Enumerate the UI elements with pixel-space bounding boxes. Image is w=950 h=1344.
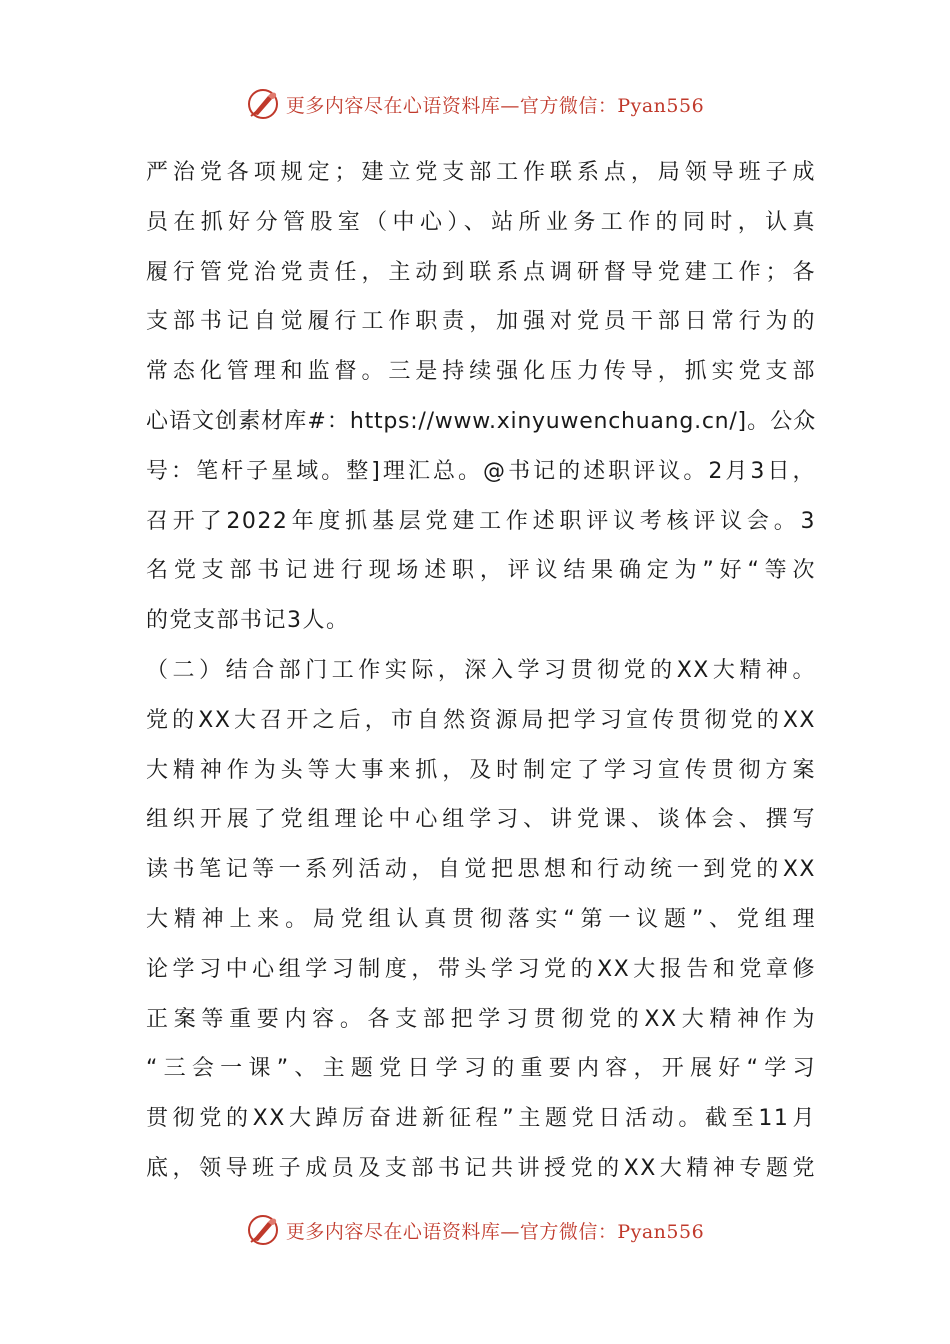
document-line: 名党支部书记进行现场述职，评议结果确定为”好“等次: [146, 558, 816, 584]
document-line: 正案等重要内容。各支部把学习贯彻党的XX大精神作为: [146, 1006, 816, 1032]
document-line: 号：笔杆子星域。整]理汇总。@书记的述职评议。2月3日，: [146, 458, 816, 484]
document-line: 论学习中心组学习制度，带头学习党的XX大报告和党章修: [146, 956, 816, 982]
document-line: 党的XX大召开之后，市自然资源局把学习宣传贯彻党的XX: [146, 707, 816, 733]
document-line: “三会一课”、主题党日学习的重要内容，开展好“学习: [146, 1056, 816, 1082]
document-line: 支部书记自觉履行工作职责，加强对党员干部日常行为的: [146, 309, 816, 335]
footer-banner-text: 更多内容尽在心语资料库—官方微信：Pyan556: [285, 1220, 705, 1243]
header-banner-text: 更多内容尽在心语资料库—官方微信：Pyan556: [285, 94, 705, 117]
section-heading-line: （二）结合部门工作实际，深入学习贯彻党的XX大精神。: [146, 657, 816, 683]
document-line: 底，领导班子成员及支部书记共讲授党的XX大精神专题党: [146, 1155, 816, 1181]
document-line: 大精神上来。局党组认真贯彻落实“第一议题”、党组理: [146, 906, 816, 932]
document-line: 的党支部书记3人。: [146, 608, 350, 634]
quill-pen-logo-icon: [246, 1213, 280, 1247]
document-line: 履行管党治党责任，主动到联系点调研督导党建工作；各: [146, 259, 816, 285]
document-line: 大精神作为头等大事来抓，及时制定了学习宣传贯彻方案: [146, 757, 816, 783]
document-line: 贯彻党的XX大踔厉奋进新征程”主题党日活动。截至11月: [146, 1106, 816, 1132]
document-line: 员在抓好分管股室（中心）、站所业务工作的同时，认真: [146, 209, 816, 235]
document-line: 组织开展了党组理论中心组学习、讲党课、谈体会、撰写: [146, 807, 816, 833]
quill-pen-logo-icon: [246, 87, 280, 121]
footer-banner: [0, 1210, 950, 1250]
document-line-link: 心语文创素材库#：https://www.xinyuwenchuang.cn/]。公众: [146, 408, 816, 434]
document-body: [146, 148, 816, 1194]
document-line: 召开了2022年度抓基层党建工作述职评议考核评议会。3: [146, 508, 816, 534]
document-line: 读书笔记等一系列活动，自觉把思想和行动统一到党的XX: [146, 857, 816, 883]
header-banner: [0, 84, 950, 124]
document-line: 严治党各项规定；建立党支部工作联系点，局领导班子成: [146, 160, 816, 185]
document-line: 常态化管理和监督。三是持续强化压力传导，抓实党支部: [146, 359, 816, 385]
